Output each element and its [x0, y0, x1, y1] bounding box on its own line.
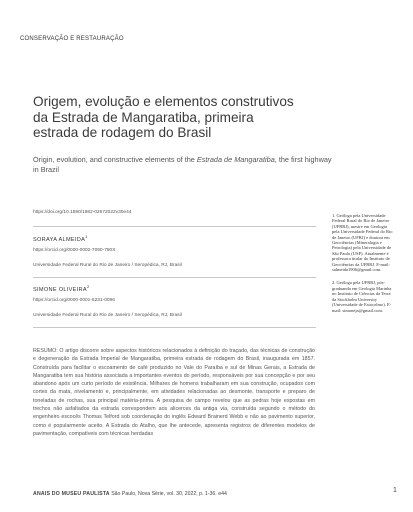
footnote: 1. Geóloga pela Universidade Federal Rural do Rio de Janeiro (UFRRJ), mestre em Geologia pela Universidade Federal do Rio de Janeiro (UFRJ) e doutora em Geociências (Mineralogia e Petrologia) pela Universidade de São Paulo (USP). Atualmente é professora titular do Instituto de Geociências da UFRRJ. E-mail: salmeida1906@gmail.com. — [332, 213, 393, 273]
orcid-link[interactable]: https://orcid.org/0000-0001-6231-0096 — [33, 298, 115, 303]
page-footer — [33, 491, 227, 497]
footnote-ref[interactable]: 2 — [86, 284, 90, 289]
author-affiliation: Universidade Federal Rural do Rio de Janeiro / Seropédica, RJ, Brasil — [33, 263, 182, 268]
author-name — [33, 284, 89, 293]
divider — [33, 327, 316, 328]
subtitle-text-end: , the first highway in Brazil — [33, 155, 332, 174]
divider — [33, 226, 316, 227]
article-title: Origem, evolução e elementos construtivos da Estrada de Mangaratiba, primeira estrada de rodagem do Brasil — [33, 94, 294, 140]
doi-link[interactable]: https://doi.org/10.1590/1982-02672022v30e44 — [33, 210, 132, 215]
divider — [33, 277, 316, 278]
footnote-ref[interactable]: 1 — [85, 234, 88, 239]
citation: São Paulo, Nova Série, vol. 30, 2022, p. 1-36. e44 — [111, 491, 227, 497]
abstract: RESUMO: O artigo discorre sobre aspectos históricos relacionados à definição do traçado, das técnicas de construção e degeneração da Estrada Imperial de Mangaratiba, primeira estrada de rodagem do Brasil, inaugurada em 1857. Construída para facilitar o escoamento de café produzido no Vale do Paraíba e sul de Minas Gerais, a Estrada de Mangaratiba tem sua história associada a importantes eventos do período, responsáveis por sua concepção e por seu abandono após um curto período de existência. Milhares de homens trabalharam em sua construção, ocupados com cortes da mata, nivelamento e, principalmente, em atividades relacionadas ao desmonte, transporte e preparo de toneladas de rochas, sua principal matéria-prima. A pesquisa de campo revelou que as pedras hoje expostas em trechos não asfaltados da estrada correspondem aos alicerces da antiga via, construída segundo o método do engenheiro escocês Thomas Telford sob coordenação do inglês Edward Brainerd Webb e não ao pavimento superior, como é popularmente aceito. A Estrada do Atalho, que lhe antecede, apresenta registros de diferentes modelos de pavimentação, compatíveis com técnicas herdadas — [33, 348, 315, 437]
author-name-text: SIMONE OLIVEIRA — [33, 286, 87, 293]
footnotes — [332, 213, 394, 321]
subtitle-italic: Estrada de Mangaratiba — [196, 155, 275, 164]
subtitle-text: Origin, evolution, and constructive elements of the — [33, 155, 197, 164]
section-label: CONSERVAÇÃO E RESTAURAÇÃO — [20, 36, 124, 42]
orcid-link[interactable]: https://orcid.org/0000-0002-7090-780X — [33, 248, 116, 253]
journal-name: ANAIS DO MUSEU PAULISTA — [33, 491, 110, 497]
author-affiliation: Universidade Federal Rural do Rio de Janeiro / Seropédica, RJ, Brasil — [33, 313, 182, 318]
author-name — [33, 234, 88, 243]
author-name-text: SORAYA ALMEIDA — [33, 236, 86, 243]
article-subtitle — [33, 155, 333, 175]
footnote: 2. Geóloga pela UFRRJ, pós-graduanda em Geologia Marinha no Instituto de Ciências da Terra da Stockholm University (Universidade de Estocolmo). E-mail: simoneja@gmail.com. — [332, 280, 392, 313]
page-number: 1 — [393, 487, 397, 494]
